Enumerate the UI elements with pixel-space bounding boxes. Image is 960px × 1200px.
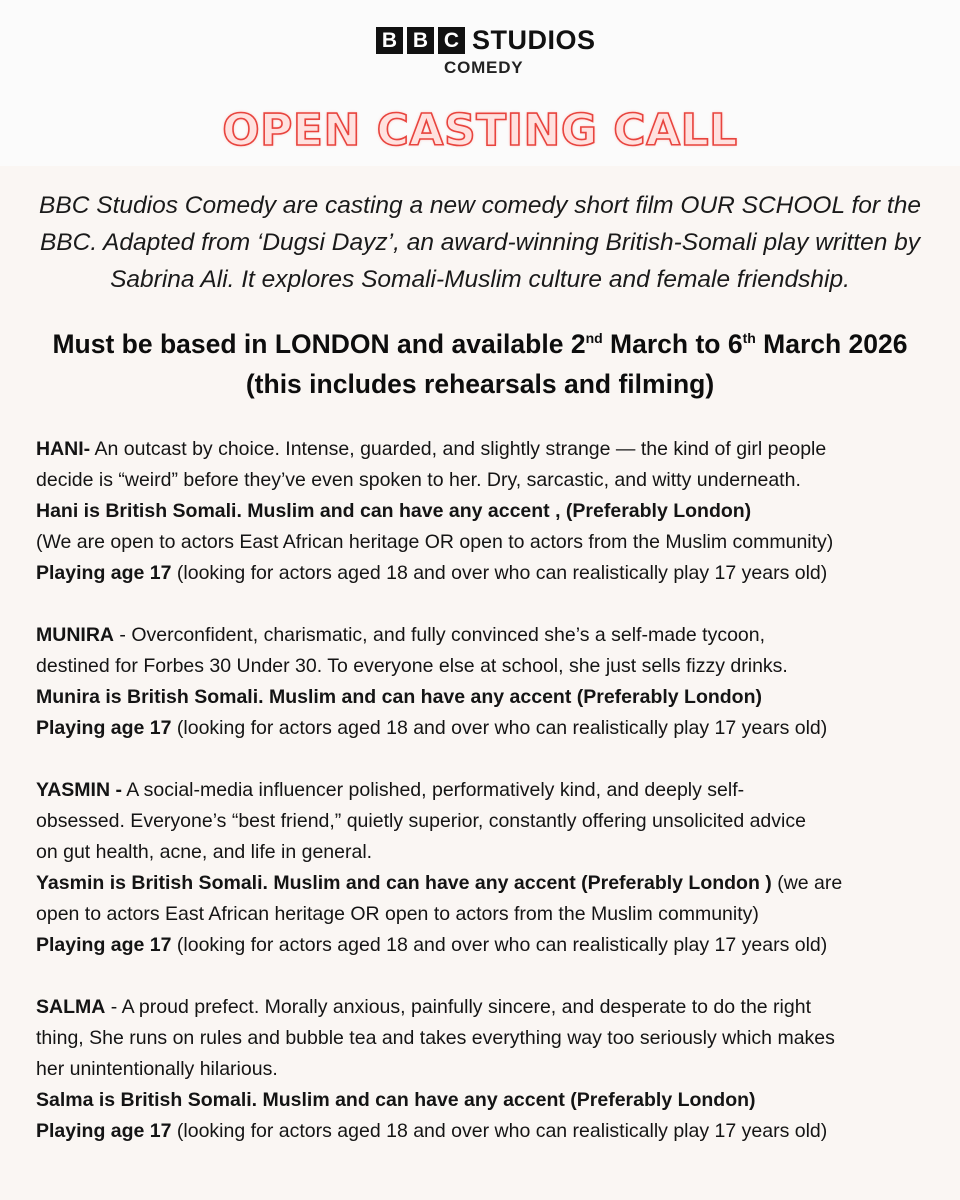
role-hani: [36, 434, 936, 589]
role-age-label: Playing age 17: [36, 717, 172, 739]
logo-letter-b2: B: [407, 27, 434, 54]
ordinal-suffix: th: [742, 330, 756, 347]
role-description: thing, She runs on rules and bubble tea and takes everything way too seriously which makes: [36, 1027, 835, 1049]
role-description: obsessed. Everyone’s “best friend,” quietly superior, constantly offering unsolicited advice: [36, 810, 806, 832]
role-name: MUNIRA: [36, 624, 114, 646]
intro-line: BBC Studios Comedy are casting a new comedy short film OUR SCHOOL for the: [39, 192, 921, 219]
role-requirement-tail: (we are: [771, 872, 843, 894]
intro-line: BBC. Adapted from ‘Dugsi Dayz’, an award-winning British-Somali play written by: [39, 229, 921, 256]
role-age-label: Playing age 17: [36, 1120, 172, 1142]
role-description: An outcast by choice. Intense, guarded, and slightly strange — the kind of girl people: [90, 438, 827, 460]
role-requirement: Yasmin is British Somali. Muslim and can have any accent (Preferably London ): [36, 872, 772, 894]
role-age-label: Playing age 17: [36, 562, 172, 584]
role-age-note: (looking for actors aged 18 and over who can realistically play 17 years old): [171, 1120, 828, 1142]
role-salma: [36, 992, 936, 1147]
availability-text: March 2026: [755, 329, 908, 359]
role-munira: [36, 620, 936, 744]
ordinal-suffix: nd: [585, 330, 603, 347]
logo-letter-b1: B: [376, 27, 403, 54]
availability-text: March to 6: [602, 329, 743, 359]
availability-text: Must be based in LONDON and available 2: [52, 329, 586, 359]
availability-headline: [0, 324, 960, 404]
availability-subline: (this includes rehearsals and filming): [245, 369, 715, 399]
bbc-studios-comedy-logo: [376, 25, 608, 81]
intro-line: Sabrina Ali. It explores Somali-Muslim culture and female friendship.: [110, 266, 850, 293]
role-name: HANI-: [36, 438, 91, 460]
page-title: OPEN CASTING CALL: [222, 105, 738, 156]
role-note: open to actors East African heritage OR open to actors from the Muslim community): [36, 903, 759, 925]
role-note: (We are open to actors East African heritage OR open to actors from the Muslim community): [36, 531, 834, 553]
logo-letter-c: C: [438, 27, 465, 54]
role-description: - Overconfident, charismatic, and fully convinced she’s a self-made tycoon,: [114, 624, 766, 646]
intro-paragraph: [0, 187, 960, 298]
role-description: destined for Forbes 30 Under 30. To everyone else at school, she just sells fizzy drinks.: [36, 655, 788, 677]
role-requirement: Hani is British Somali. Muslim and can have any accent , (Preferably London): [36, 500, 752, 522]
roles-list: [36, 434, 936, 1178]
role-age-label: Playing age 17: [36, 934, 172, 956]
role-age-note: (looking for actors aged 18 and over who can realistically play 17 years old): [171, 717, 828, 739]
logo-comedy: COMEDY: [444, 58, 524, 77]
role-requirement: Salma is British Somali. Muslim and can have any accent (Preferably London): [36, 1089, 756, 1111]
role-description: decide is “weird” before they’ve even spoken to her. Dry, sarcastic, and witty underneath.: [36, 469, 801, 491]
role-age-note: (looking for actors aged 18 and over who can realistically play 17 years old): [171, 562, 828, 584]
role-description: A social-media influencer polished, performatively kind, and deeply self-: [121, 779, 745, 801]
role-description: her unintentionally hilarious.: [36, 1058, 278, 1080]
role-name: SALMA: [36, 996, 106, 1018]
role-description: on gut health, acne, and life in general.: [36, 841, 373, 863]
availability-line: [0, 324, 960, 364]
role-age-note: (looking for actors aged 18 and over who can realistically play 17 years old): [171, 934, 828, 956]
role-yasmin: [36, 775, 936, 961]
role-description: - A proud prefect. Morally anxious, painfully sincere, and desperate to do the right: [105, 996, 811, 1018]
logo-studios: STUDIOS: [472, 24, 596, 55]
role-name: YASMIN -: [36, 779, 122, 801]
role-requirement: Munira is British Somali. Muslim and can have any accent (Preferably London): [36, 686, 763, 708]
